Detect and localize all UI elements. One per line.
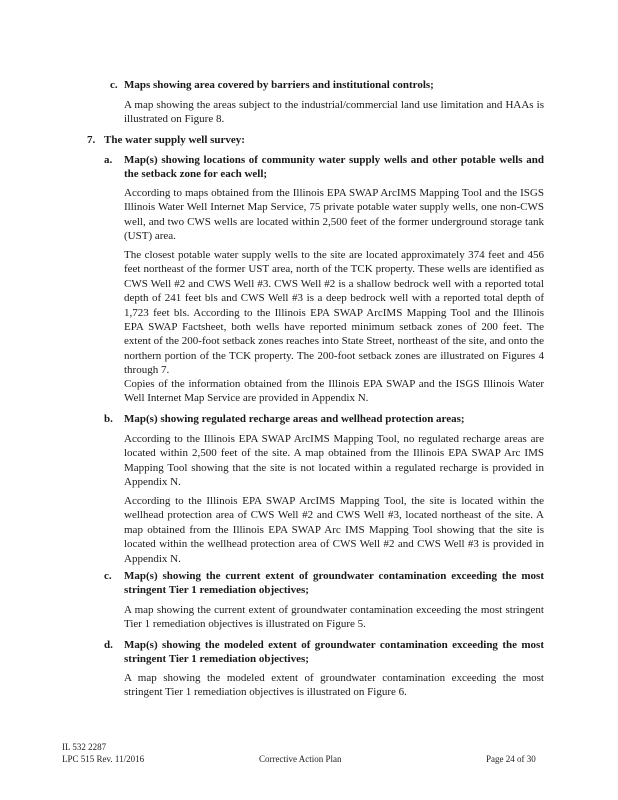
footer-form-id: IL 532 2287 (62, 742, 107, 752)
heading-modeled-extent: Map(s) showing the modeled extent of groundwater contamination exceeding the most stringent Tier 1 remediation objectives; (124, 639, 544, 666)
para-current-extent: A map showing the current extent of groundwater contamination exceeding the most stringent Tier 1 remediation objectives is illustrated on Figure 5. (124, 604, 544, 631)
heading-water-supply-wells: Map(s) showing locations of community water supply wells and other potable wells and the setback zone for each well; (124, 154, 544, 181)
footer-doc-title: Corrective Action Plan (259, 754, 342, 764)
para-barriers: A map showing the areas subject to the industrial/commercial land use limitation and HAAs is illustrated on Figure 8. (124, 99, 544, 126)
para-modeled-extent: A map showing the modeled extent of groundwater contamination exceeding the most stringent Tier 1 remediation objectives is illustrated on Figure 6. (124, 672, 544, 699)
heading-barriers: Maps showing area covered by barriers and institutional controls; (124, 79, 434, 91)
footer-page-number: Page 24 of 30 (486, 754, 536, 764)
para-appendix-n-copies: Copies of the information obtained from the Illinois EPA SWAP and the ISGS Illinois Water Well Internet Map Service are provided in Appendix N. (124, 378, 544, 405)
section-heading-7: The water supply well survey: (104, 134, 245, 146)
item-marker-b: b. (104, 413, 113, 425)
section-marker-7: 7. (87, 134, 96, 146)
para-wells-count: According to maps obtained from the Illinois EPA SWAP ArcIMS Mapping Tool and the ISGS Illinois Water Well Internet Map Service, 75 private potable water supply wells, one non-CWS well, and two CWS wells are located within 2,500 feet of the former underground storage tank (UST) area. (124, 187, 544, 243)
footer-form-rev: LPC 515 Rev. 11/2016 (62, 754, 145, 764)
para-recharge: According to the Illinois EPA SWAP ArcIMS Mapping Tool, no regulated recharge areas are located within 2,500 feet of the site. A map obtained from the Illinois EPA SWAP Arc IMS Mapping Tool showing that the site is not located within a regulated recharge is provided in Appendix N. (124, 433, 544, 489)
item-marker-a: a. (104, 154, 113, 166)
item-marker-d: d. (104, 639, 113, 651)
heading-recharge-areas: Map(s) showing regulated recharge areas and wellhead protection areas; (124, 413, 465, 425)
para-closest-wells: The closest potable water supply wells to the site are located approximately 374 feet and 456 feet northeast of the former UST area, north of the TCK property. These wells are identified as CWS Well #2 and CWS Well #3. CWS Well #2 is a shallow bedrock well with a reported total depth of 241 feet bls and CWS Well #3 is a deep bedrock well with a reported total depth of 1,723 feet bls. According to the Illinois EPA SWAP ArcIMS Mapping Tool and the Illinois EPA SWAP Factsheet, both wells have reported minimum setback zones of 200 feet. The extent of the 200-foot setback zones reaches into State Street, northeast of the site, and onto the northern portion of the TCK property. The 200-foot setback zones are illustrated on Figures 4 through 7. (124, 249, 544, 377)
heading-current-extent: Map(s) showing the current extent of groundwater contamination exceeding the most stringent Tier 1 remediation objectives; (124, 570, 544, 597)
item-marker-c-top: c. (110, 79, 118, 91)
para-wellhead-protection: According to the Illinois EPA SWAP ArcIMS Mapping Tool, the site is located within the wellhead protection area of CWS Well #2 and CWS Well #3, located northeast of the site. A map obtained from the Illinois EPA SWAP Arc IMS Mapping Tool showing that the site is located within the wellhead protection area of CWS Well #2 and CWS Well #3 is provided in Appendix N. (124, 495, 544, 565)
item-marker-c: c. (104, 570, 112, 582)
